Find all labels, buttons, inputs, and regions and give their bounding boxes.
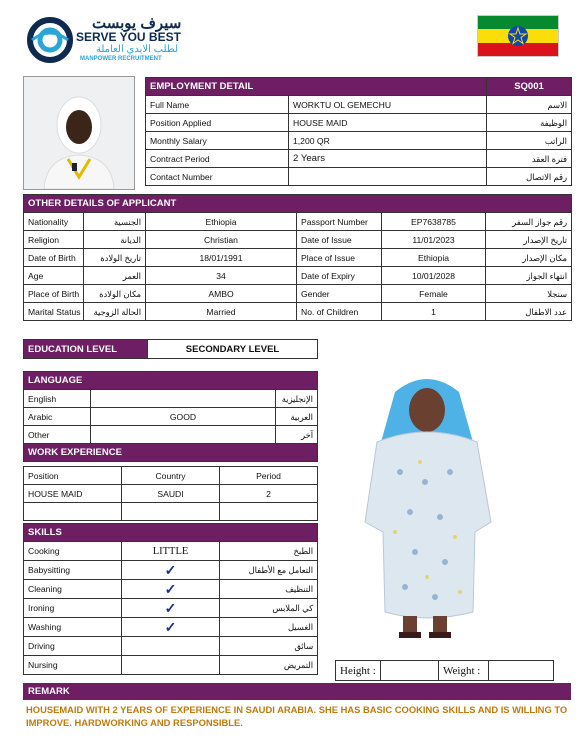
age-arabic: العمر (84, 267, 146, 285)
washing-label: Washing (24, 618, 122, 637)
work-country-value (122, 503, 220, 521)
table-row (24, 426, 318, 444)
skills-title: SKILLS (24, 524, 318, 542)
date-of-expiry-label: Date of Expiry (297, 267, 382, 285)
children-arabic: عدد الاطفال (486, 303, 572, 321)
contact-number-arabic: رقم الاتصال (487, 168, 572, 186)
passport-number-arabic: رقم جواز السفر (486, 213, 572, 231)
english-arabic: الإنجليزية (276, 390, 318, 408)
cleaning-arabic: التنظيف (220, 580, 318, 599)
work-country-value: SAUDI (122, 485, 220, 503)
position-value: HOUSE MAID (289, 114, 487, 132)
driving-value (122, 637, 220, 656)
employment-detail-title: EMPLOYMENT DETAIL (146, 78, 487, 96)
other-details-table (23, 194, 572, 321)
nationality-value: Ethiopia (146, 213, 297, 231)
position-label: Position Applied (146, 114, 289, 132)
salary-arabic: الراتب (487, 132, 572, 150)
table-row (24, 408, 318, 426)
table-row (24, 303, 572, 321)
gender-label: Gender (297, 285, 382, 303)
date-of-birth-value: 18/01/1991 (146, 249, 297, 267)
flag-emblem-icon (507, 25, 529, 47)
applicant-full-photo (355, 372, 500, 644)
education-level-label: EDUCATION LEVEL (24, 340, 148, 359)
reference-code: SQ001 (487, 78, 572, 96)
work-period-value: 2 (220, 485, 318, 503)
religion-value: Christian (146, 231, 297, 249)
religion-label: Religion (24, 231, 84, 249)
nursing-label: Nursing (24, 656, 122, 675)
date-of-issue-label: Date of Issue (297, 231, 382, 249)
height-weight-table (335, 660, 554, 681)
employment-detail-table (145, 77, 572, 186)
english-value (91, 390, 276, 408)
contract-period-arabic: فترة العقد (487, 150, 572, 168)
place-of-birth-label: Place of Birth (24, 285, 84, 303)
weight-value (489, 661, 554, 681)
contract-period-label: Contract Period (146, 150, 289, 168)
passport-number-value: EP7638785 (382, 213, 486, 231)
work-experience-table (23, 466, 318, 521)
table-row (24, 390, 318, 408)
full-name-label: Full Name (146, 96, 289, 114)
ironing-check-icon: ✓ (122, 599, 220, 618)
remark-title: REMARK (23, 683, 571, 700)
gender-arabic: سنجلا (486, 285, 572, 303)
table-row (24, 249, 572, 267)
logo-arabic-title: سيرف يوبست (92, 15, 182, 32)
contract-period-value: 2 Years (289, 150, 487, 168)
education-level-table (23, 339, 318, 359)
logo-ring-icon (26, 16, 74, 64)
table-row (24, 503, 318, 521)
table-row (24, 485, 318, 503)
date-of-birth-label: Date of Birth (24, 249, 84, 267)
nationality-label: Nationality (24, 213, 84, 231)
arabic-value: GOOD (91, 408, 276, 426)
place-of-birth-arabic: مكان الولادة (84, 285, 146, 303)
date-of-expiry-value: 10/01/2028 (382, 267, 486, 285)
date-of-issue-arabic: تاريخ الإصدار (486, 231, 572, 249)
nursing-value (122, 656, 220, 675)
english-label: English (24, 390, 91, 408)
ironing-arabic: كي الملابس (220, 599, 318, 618)
table-row (24, 542, 318, 561)
logo-tagline: MANPOWER RECRUITMENT (80, 56, 162, 62)
height-label: Height : (336, 661, 381, 681)
place-of-issue-arabic: مكان الإصدار (486, 249, 572, 267)
driving-arabic: سائق (220, 637, 318, 656)
arabic-arabic: العربية (276, 408, 318, 426)
table-row (24, 285, 572, 303)
table-row (24, 231, 572, 249)
table-row (24, 618, 318, 637)
education-level-value: SECONDARY LEVEL (148, 340, 318, 359)
marital-status-arabic: الحالة الزوجية (84, 303, 146, 321)
babysitting-label: Babysitting (24, 561, 122, 580)
table-row (24, 637, 318, 656)
work-position-header: Position (24, 467, 122, 485)
skills-table (23, 523, 318, 675)
cleaning-check-icon: ✓ (122, 580, 220, 599)
work-position-value (24, 503, 122, 521)
other-language-arabic: آخر (276, 426, 318, 444)
passport-number-label: Passport Number (297, 213, 382, 231)
place-of-issue-label: Place of Issue (297, 249, 382, 267)
cooking-label: Cooking (24, 542, 122, 561)
babysitting-check-icon: ✓ (122, 561, 220, 580)
date-of-expiry-arabic: انتهاء الجواز (486, 267, 572, 285)
babysitting-arabic: التعامل مع الأطفال (220, 561, 318, 580)
logo-english-title: SERVE YOU BEST (76, 30, 181, 44)
religion-arabic: الديانة (84, 231, 146, 249)
driving-label: Driving (24, 637, 122, 656)
table-row (24, 656, 318, 675)
work-country-header: Country (122, 467, 220, 485)
contact-number-value (289, 168, 487, 186)
country-flag (477, 15, 559, 57)
date-of-issue-value: 11/01/2023 (382, 231, 486, 249)
table-row (24, 561, 318, 580)
age-label: Age (24, 267, 84, 285)
other-language-label: Other (24, 426, 91, 444)
work-position-value: HOUSE MAID (24, 485, 122, 503)
cooking-arabic: الطبخ (220, 542, 318, 561)
logo-arabic-subtitle: لطلب الايدي العاملة (96, 44, 179, 55)
table-row (24, 267, 572, 285)
gender-value: Female (382, 285, 486, 303)
cleaning-label: Cleaning (24, 580, 122, 599)
nationality-arabic: الجنسية (84, 213, 146, 231)
table-row (24, 599, 318, 618)
arabic-label: Arabic (24, 408, 91, 426)
washing-arabic: الغسيل (220, 618, 318, 637)
weight-label: Weight : (439, 661, 489, 681)
place-of-issue-value: Ethiopia (382, 249, 486, 267)
height-value (381, 661, 439, 681)
place-of-birth-value: AMBO (146, 285, 297, 303)
work-experience-title: WORK EXPERIENCE (24, 444, 318, 462)
nursing-arabic: التمريض (220, 656, 318, 675)
table-row (24, 580, 318, 599)
salary-value: 1,200 QR (289, 132, 487, 150)
washing-check-icon: ✓ (122, 618, 220, 637)
other-language-value (91, 426, 276, 444)
date-of-birth-arabic: تاريخ الولادة (84, 249, 146, 267)
contact-number-label: Contact Number (146, 168, 289, 186)
salary-label: Monthly Salary (146, 132, 289, 150)
marital-status-value: Married (146, 303, 297, 321)
age-value: 34 (146, 267, 297, 285)
language-title: LANGUAGE (24, 372, 318, 390)
language-table (23, 371, 318, 462)
children-label: No. of Children (297, 303, 382, 321)
full-name-value: WORKTU OL GEMECHU (289, 96, 487, 114)
remark-text: HOUSEMAID WITH 2 YEARS OF EXPERIENCE IN SAUDI ARABIA. SHE HAS BASIC COOKING SKILLS AND IS WILLING TO IMPROVE. HARDWORKING AND RESPONSIBLE. (26, 704, 568, 728)
table-row (24, 213, 572, 231)
full-name-arabic: الاسم (487, 96, 572, 114)
cooking-value: LITTLE (122, 542, 220, 561)
ironing-label: Ironing (24, 599, 122, 618)
other-details-title: OTHER DETAILS OF APPLICANT (24, 195, 572, 213)
applicant-headshot (23, 76, 135, 190)
work-period-value (220, 503, 318, 521)
position-arabic: الوظيفة (487, 114, 572, 132)
children-value: 1 (382, 303, 486, 321)
company-logo (26, 14, 186, 66)
work-period-header: Period (220, 467, 318, 485)
marital-status-label: Marital Status (24, 303, 84, 321)
